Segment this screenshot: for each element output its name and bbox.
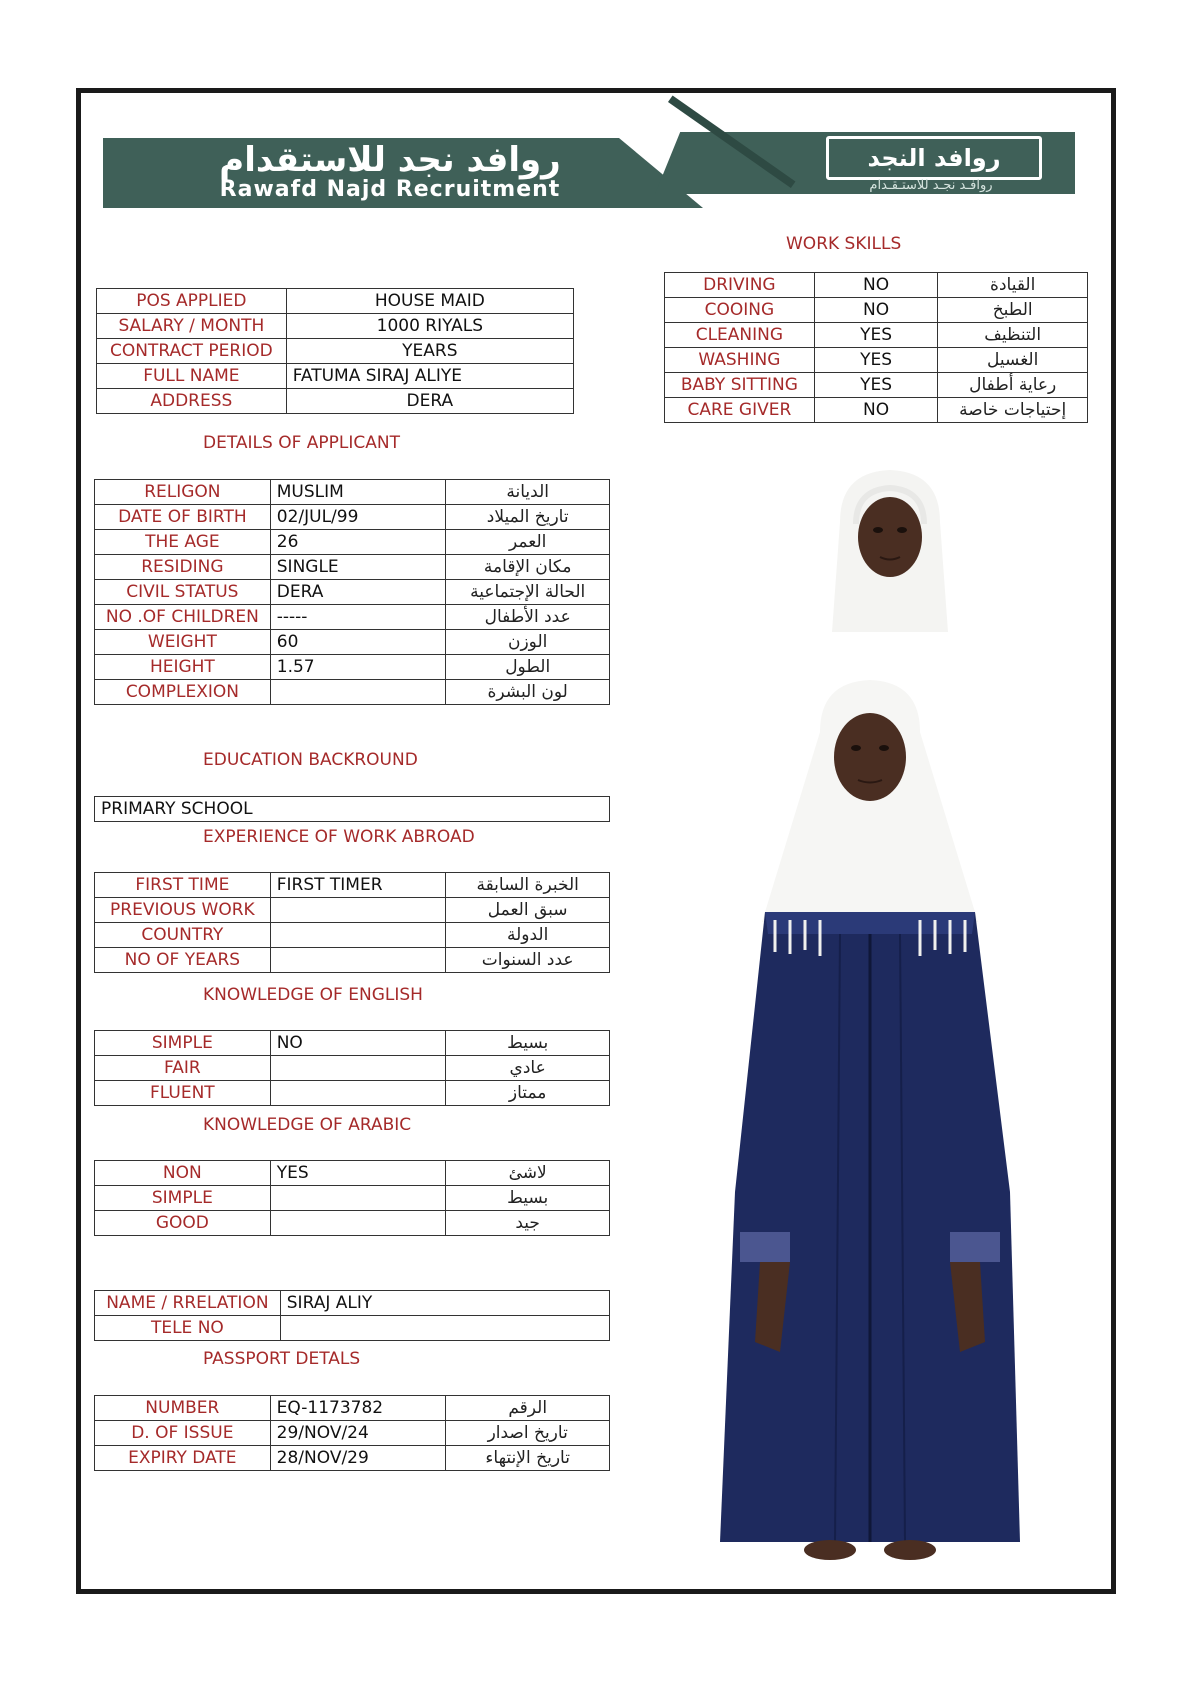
english-row [95,1031,610,1056]
personal-row [95,530,610,555]
passport-arabic-label: الرقم [446,1396,610,1421]
work_skills-label: WASHING [665,348,815,373]
applicant-label: CONTRACT PERIOD [97,339,287,364]
work_skills-value: YES [814,348,938,373]
english-label: FAIR [95,1056,271,1081]
applicant-row [97,364,574,389]
education-value: PRIMARY SCHOOL [95,797,610,822]
personal-value: 60 [270,630,446,655]
work_skills-row [665,273,1088,298]
personal-label: THE AGE [95,530,271,555]
experience-table [94,872,610,973]
arabic-label: GOOD [95,1211,271,1236]
personal-row [95,555,610,580]
work_skills-arabic-label: الغسيل [938,348,1088,373]
personal-arabic-label: الحالة الإجتماعية [446,580,610,605]
passport-arabic-label: تاريخ الإنتهاء [446,1446,610,1471]
company-logo-subtitle: روافـد نجـد للاستـقـدام [869,178,993,193]
arabic-title: KNOWLEDGE OF ARABIC [203,1115,412,1135]
work_skills-row [665,398,1088,423]
passport-title: PASSPORT DETALS [203,1349,361,1369]
personal-table [94,479,610,705]
personal-label: WEIGHT [95,630,271,655]
passport-label: D. OF ISSUE [95,1421,271,1446]
experience-row [95,923,610,948]
work_skills-value: NO [814,298,938,323]
work_skills-label: BABY SITTING [665,373,815,398]
relation-value: SIRAJ ALIY [280,1291,609,1316]
work_skills-label: COOING [665,298,815,323]
passport-arabic-label: تاريخ اصدار [446,1421,610,1446]
work_skills-arabic-label: الطبخ [938,298,1088,323]
experience-arabic-label: الخبرة السابقة [446,873,610,898]
work_skills-value: NO [814,398,938,423]
work_skills-value: YES [814,323,938,348]
english-row [95,1081,610,1106]
arabic-value [270,1211,446,1236]
applicant-value: YEARS [286,339,573,364]
applicant-value: HOUSE MAID [286,289,573,314]
passport-row [95,1446,610,1471]
work_skills-row [665,298,1088,323]
arabic-arabic-label: لاشئ [446,1161,610,1186]
personal-arabic-label: تاريخ الميلاد [446,505,610,530]
arabic-value [270,1186,446,1211]
personal-value: 02/JUL/99 [270,505,446,530]
personal-value: MUSLIM [270,480,446,505]
work-skills-title: WORK SKILLS [786,234,902,254]
applicant-value: DERA [286,389,573,414]
english-arabic-label: بسيط [446,1031,610,1056]
arabic-row [95,1186,610,1211]
applicant-label: POS APPLIED [97,289,287,314]
education-title: EDUCATION BACKROUND [203,750,418,770]
personal-arabic-label: مكان الإقامة [446,555,610,580]
applicant-table [96,288,574,414]
arabic-row [95,1161,610,1186]
english-arabic-label: ممتاز [446,1081,610,1106]
english-value [270,1081,446,1106]
work_skills-arabic-label: التنظيف [938,323,1088,348]
personal-row [95,505,610,530]
personal-label: COMPLEXION [95,680,271,705]
work_skills-label: CARE GIVER [665,398,815,423]
relation-value [280,1316,609,1341]
experience-label: NO OF YEARS [95,948,271,973]
work_skills-label: CLEANING [665,323,815,348]
arabic-value: YES [270,1161,446,1186]
relation-label: TELE NO [95,1316,281,1341]
passport-table [94,1395,610,1471]
work_skills-value: NO [814,273,938,298]
passport-value: EQ-1173782 [270,1396,446,1421]
experience-arabic-label: سبق العمل [446,898,610,923]
work-skills-table [664,272,1088,423]
relation-row [95,1291,610,1316]
english-title: KNOWLEDGE OF ENGLISH [203,985,423,1005]
personal-label: RESIDING [95,555,271,580]
arabic-arabic-label: بسيط [446,1186,610,1211]
experience-value [270,898,446,923]
english-value [270,1056,446,1081]
applicant-label: ADDRESS [97,389,287,414]
personal-row [95,605,610,630]
arabic-table [94,1160,610,1236]
arabic-label: NON [95,1161,271,1186]
work_skills-value: YES [814,373,938,398]
personal-label: CIVIL STATUS [95,580,271,605]
personal-arabic-label: الوزن [446,630,610,655]
work_skills-label: DRIVING [665,273,815,298]
english-table [94,1030,610,1106]
experience-value: FIRST TIMER [270,873,446,898]
passport-row [95,1421,610,1446]
personal-value: DERA [270,580,446,605]
personal-label: HEIGHT [95,655,271,680]
applicant-value: FATUMA SIRAJ ALIYE [286,364,573,389]
applicant-label: FULL NAME [97,364,287,389]
passport-label: NUMBER [95,1396,271,1421]
experience-label: COUNTRY [95,923,271,948]
work_skills-row [665,323,1088,348]
experience-label: FIRST TIME [95,873,271,898]
personal-row [95,680,610,705]
applicant-row [97,389,574,414]
applicant-portrait-photo [820,462,960,642]
work_skills-arabic-label: إحتياجات خاصة [938,398,1088,423]
work_skills-row [665,348,1088,373]
work_skills-arabic-label: القيادة [938,273,1088,298]
passport-row [95,1396,610,1421]
experience-row [95,873,610,898]
experience-row [95,948,610,973]
company-english-name: Rawafd Najd Recruitment [219,177,561,202]
company-arabic-name: روافد نجد للاستقدام [219,140,561,180]
personal-arabic-label: الديانة [446,480,610,505]
personal-arabic-label: العمر [446,530,610,555]
relation-table [94,1290,610,1341]
english-label: SIMPLE [95,1031,271,1056]
personal-value: 26 [270,530,446,555]
personal-label: NO .OF CHILDREN [95,605,271,630]
personal-value: ----- [270,605,446,630]
personal-row [95,480,610,505]
relation-label: NAME / RRELATION [95,1291,281,1316]
personal-value [270,680,446,705]
experience-value [270,923,446,948]
english-value: NO [270,1031,446,1056]
work_skills-arabic-label: رعاية أطفال [938,373,1088,398]
english-label: FLUENT [95,1081,271,1106]
passport-value: 29/NOV/24 [270,1421,446,1446]
education-table [94,796,610,822]
experience-title: EXPERIENCE OF WORK ABROAD [203,827,475,847]
applicant-details-title: DETAILS OF APPLICANT [203,433,400,453]
personal-arabic-label: لون البشرة [446,680,610,705]
personal-row [95,580,610,605]
experience-value [270,948,446,973]
passport-label: EXPIRY DATE [95,1446,271,1471]
personal-arabic-label: عدد الأطفال [446,605,610,630]
personal-value: 1.57 [270,655,446,680]
applicant-label: SALARY / MONTH [97,314,287,339]
personal-value: SINGLE [270,555,446,580]
experience-label: PREVIOUS WORK [95,898,271,923]
personal-label: RELIGON [95,480,271,505]
personal-row [95,630,610,655]
personal-row [95,655,610,680]
english-arabic-label: عادي [446,1056,610,1081]
personal-label: DATE OF BIRTH [95,505,271,530]
arabic-arabic-label: جيد [446,1211,610,1236]
applicant-row [97,289,574,314]
english-row [95,1056,610,1081]
applicant-row [97,314,574,339]
experience-row [95,898,610,923]
applicant-full-body-photo [720,672,1020,1592]
arabic-row [95,1211,610,1236]
passport-value: 28/NOV/29 [270,1446,446,1471]
personal-arabic-label: الطول [446,655,610,680]
work_skills-row [665,373,1088,398]
arabic-label: SIMPLE [95,1186,271,1211]
applicant-value: 1000 RIYALS [286,314,573,339]
applicant-row [97,339,574,364]
company-logo: روافد النجد [826,136,1042,180]
experience-arabic-label: الدولة [446,923,610,948]
experience-arabic-label: عدد السنوات [446,948,610,973]
relation-row [95,1316,610,1341]
